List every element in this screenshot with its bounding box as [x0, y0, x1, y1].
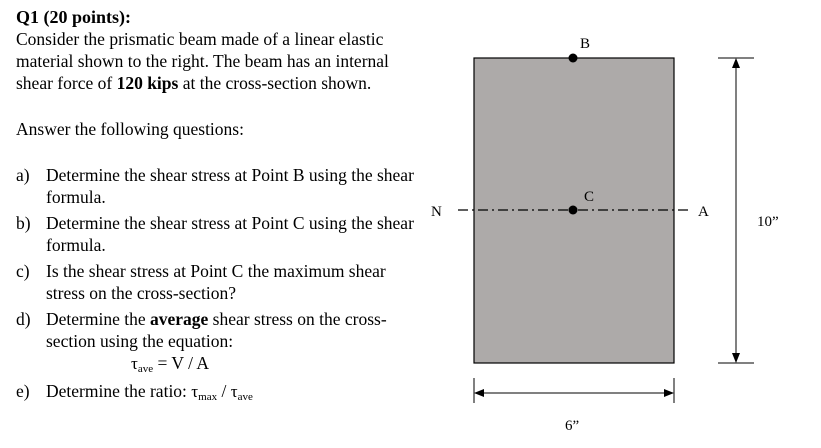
question-letter: c) [16, 261, 30, 281]
answer-heading: Answer the following questions: [16, 119, 244, 139]
tau-symbol: τ [230, 382, 238, 401]
question-title: Q1 (20 points): [16, 7, 132, 27]
intro-text-2: at the cross-section shown. [178, 73, 372, 93]
question-letter: b) [16, 213, 31, 233]
neutral-axis-a-label: A [698, 204, 709, 220]
equation-rhs: = V / A [153, 353, 210, 373]
question-text: Is the shear stress at Point C the maximum shear stress on the cross-section? [46, 261, 386, 303]
question-text: Determine the ratio: [46, 381, 192, 401]
question-text-part: Determine the [46, 309, 150, 329]
width-dimension-label: 6” [565, 418, 580, 434]
question-text-bold: average [149, 309, 209, 329]
point-b-label: B [580, 36, 591, 52]
question-letter: a) [16, 165, 30, 185]
question-text: Determine the shear stress at Point B using the shear formula. [46, 165, 414, 207]
point-b-marker [569, 54, 578, 63]
question-letter: e) [16, 381, 30, 401]
ratio-separator: / [217, 381, 231, 401]
point-c-label: C [584, 189, 595, 205]
height-dimension-label: 10” [757, 214, 779, 230]
ratio-subscript-max: max [198, 391, 218, 403]
tau-symbol: τ [191, 382, 199, 401]
ratio-subscript-ave: ave [237, 391, 253, 403]
question-letter: d) [16, 309, 31, 329]
tau-symbol: τ [131, 354, 138, 373]
intro-text-1: Consider the prismatic beam made of a linear elastic material shown to the right. The beam has an internal shear force of [16, 29, 389, 93]
question-text-part: shear stress on the cross-section using the equation: [46, 309, 387, 351]
intro-shear-force: 120 kips [116, 73, 179, 93]
question-text: Determine the shear stress at Point C using the shear formula. [46, 213, 414, 255]
point-c-marker [569, 206, 578, 215]
neutral-axis-n-label: N [431, 204, 442, 220]
equation-subscript: ave [137, 363, 154, 375]
